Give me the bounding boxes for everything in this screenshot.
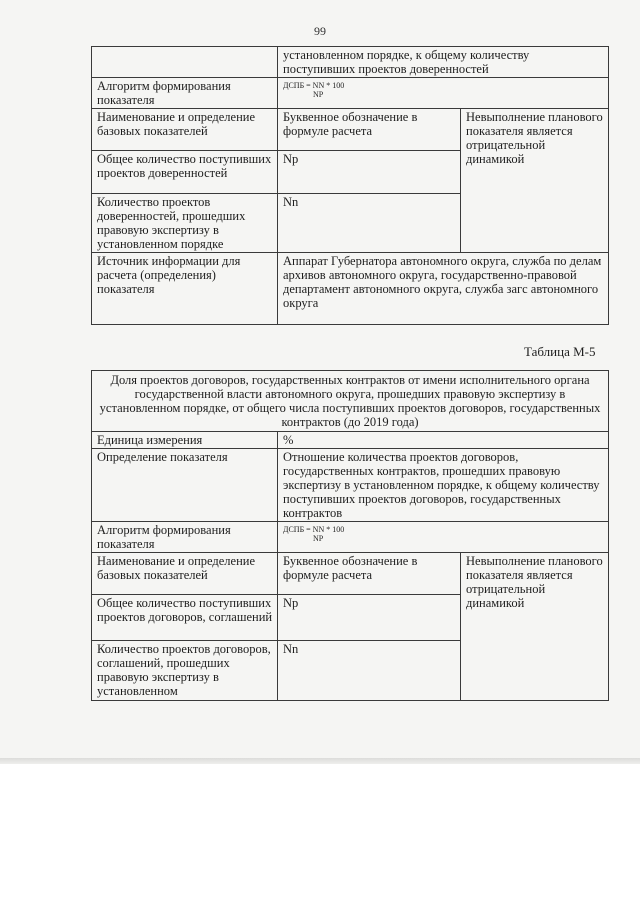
source-value: Аппарат Губернатора автономного округа, служба по делам архивов автономного округа, государственно-правовой департамент автономного округа, служба загс автономного округа xyxy=(278,253,609,325)
definition-value: Отношение количества проектов договоров, государственных контрактов, прошедших правовую экспертизу в установленном порядке, к общему количеству поступивших проектов договоров, государственных контрактов xyxy=(278,449,609,522)
unit-value: % xyxy=(278,432,609,449)
header-name: Наименование и определение базовых показателей xyxy=(92,553,278,595)
table-row xyxy=(92,47,609,78)
formula-denominator: NP xyxy=(313,534,324,543)
base-indicator-symbol: Nn xyxy=(278,641,461,701)
base-indicator-symbol: Nn xyxy=(278,194,461,253)
header-symbol: Буквенное обозначение в формуле расчета xyxy=(278,109,461,151)
base-indicator-symbol: Np xyxy=(278,595,461,641)
formula-numerator: ДСПБ = NN * 100 xyxy=(283,81,345,90)
definition-label: Определение показателя xyxy=(92,449,278,522)
algorithm-label: Алгоритм формирования показателя xyxy=(92,78,278,109)
base-indicator-name: Количество проектов доверенностей, прошедших правовую экспертизу в установленном порядке xyxy=(92,194,278,253)
unit-label: Единица измерения xyxy=(92,432,278,449)
table-row xyxy=(92,78,609,109)
table-caption: Таблица М-5 xyxy=(524,344,596,359)
formula xyxy=(278,78,609,109)
table-row xyxy=(92,449,609,522)
base-indicator-name: Количество проектов договоров, соглашений, прошедших правовую экспертизу в установленном xyxy=(92,641,278,701)
indicator-table-continued xyxy=(91,46,609,325)
note-cell: Невыполнение планового показателя является отрицательной динамикой xyxy=(461,109,609,253)
scan-edge xyxy=(0,758,640,764)
table-row xyxy=(92,371,609,432)
table-title: Доля проектов договоров, государственных контрактов от имени исполнительного органа государственной власти автономного округа, прошедших правовую экспертизу в установленном порядке, от общего числа поступивших проектов договоров, государственных контрактов (до 2019 года) xyxy=(92,371,609,432)
table-row xyxy=(92,109,609,151)
page-number: 99 xyxy=(314,24,326,38)
header-name: Наименование и определение базовых показателей xyxy=(92,109,278,151)
empty-cell xyxy=(92,47,278,78)
base-indicator-name: Общее количество поступивших проектов договоров, соглашений xyxy=(92,595,278,641)
table-row xyxy=(92,553,609,595)
base-indicator-name: Общее количество поступивших проектов доверенностей xyxy=(92,151,278,194)
table-row xyxy=(92,522,609,553)
table-row xyxy=(92,432,609,449)
formula xyxy=(278,522,609,553)
base-indicator-symbol: Np xyxy=(278,151,461,194)
indicator-table-m5 xyxy=(91,370,609,701)
continuation-text: установленном порядке, к общему количеству поступивших проектов доверенностей xyxy=(278,47,609,78)
source-label: Источник информации для расчета (определения) показателя xyxy=(92,253,278,325)
formula-denominator: NP xyxy=(313,90,324,99)
table-row xyxy=(92,253,609,325)
formula-numerator: ДСПБ = NN * 100 xyxy=(283,525,345,534)
header-symbol: Буквенное обозначение в формуле расчета xyxy=(278,553,461,595)
note-cell: Невыполнение планового показателя является отрицательной динамикой xyxy=(461,553,609,701)
algorithm-label: Алгоритм формирования показателя xyxy=(92,522,278,553)
